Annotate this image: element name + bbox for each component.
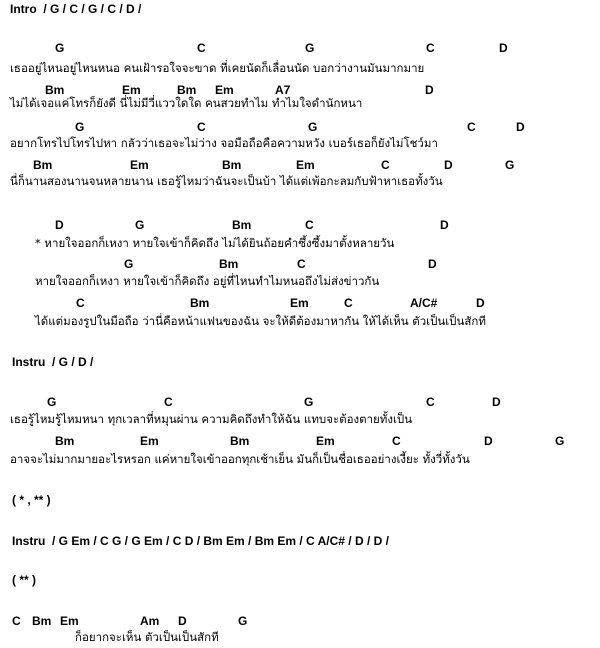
chord: Bm: [33, 158, 53, 172]
chord: C: [344, 296, 353, 310]
chord: G: [238, 614, 248, 628]
chord: D: [516, 120, 525, 134]
chord: D: [444, 158, 453, 172]
chord: C: [297, 257, 306, 271]
lyric-line: ก็อยากจะเห็น ตัวเป็นเป็นสักที: [75, 630, 219, 644]
chord: Bm: [32, 614, 52, 628]
chord: D: [425, 83, 434, 97]
chord: Am: [140, 614, 160, 628]
chord: D: [492, 395, 501, 409]
chord: A7: [275, 83, 291, 97]
lyric-line: ไม่ได้เจอแค่โทรก็ยังดี นี่ไม่มีวี่แววใดใด คนสวยทำไม ทำไมใจดำนักหนา: [10, 96, 363, 110]
chord: Bm: [45, 83, 65, 97]
chord: D: [55, 218, 64, 232]
chord: G: [55, 41, 65, 55]
chord: Bm: [232, 218, 252, 232]
chord: C: [76, 296, 85, 310]
chord: C: [164, 395, 173, 409]
chord: C: [381, 158, 390, 172]
chord: Em: [122, 83, 141, 97]
chord: D: [428, 257, 437, 271]
chord: C: [197, 41, 206, 55]
chord: C: [392, 434, 401, 448]
repeat-marker-2: ( ** ): [12, 573, 36, 587]
lyric-line: * หายใจออกก็เหงา หายใจเข้าก็คิดถึง ไม่ได้ยินถ้อยคำซึ้งซึ้งมาตั้งหลายวัน: [35, 236, 395, 250]
chord: Bm: [55, 434, 75, 448]
lyric-line: นี่ก็นานสองนานจนหลายนาน เธอรู้ไหมว่าฉันจะเป็นบ้า ได้แต่เพ้อกะลมกับฟ้าหาเธอทั้งวัน: [10, 174, 443, 188]
chord: G: [304, 395, 314, 409]
chord: G: [75, 120, 85, 134]
chord: G: [135, 218, 145, 232]
chord: D: [499, 41, 508, 55]
chord: C: [467, 120, 476, 134]
chord: Bm: [190, 296, 210, 310]
chord: G: [308, 120, 318, 134]
lyric-line: เธออยู่ไหนอยู่ไหนหนอ คนเฝ้ารอใจจะขาด ที่เคยนัดก็เลื่อนนัด บอกว่างานมันมากมาย: [10, 61, 425, 75]
lyric-line: หายใจออกก็เหงา หายใจเข้าก็คิดถึง อยู่ที่ไหนทำไมหนอถึงไม่ส่งข่าวกัน: [35, 274, 380, 288]
instru-line-1: Instru / G / D /: [12, 355, 94, 369]
lyric-line: เธอรู้ไหมรู้ไหมหนา ทุกเวลาที่หมุนผ่าน ความคิดถึงทำให้ฉัน แทบจะต้องตายทั้งเป็น: [10, 412, 413, 426]
chord: C: [305, 218, 314, 232]
instru-line-2: Instru / G Em / C G / G Em / C D / Bm Em / Bm Em / C A/C# / D / D /: [12, 534, 389, 548]
chord: A/C#: [410, 296, 438, 310]
lyric-line: อาจจะไม่มากมายอะไรหรอก แค่หายใจเข้าออกทุกเช้าเย็น มันก็เป็นชื่อเธออย่างเงี้ยะ ทั้งวี่ทั้งวัน: [10, 452, 470, 466]
chord: Bm: [222, 158, 242, 172]
intro-line: Intro / G / C / G / C / D /: [10, 2, 142, 16]
chord: Em: [296, 158, 315, 172]
chord: Em: [290, 296, 309, 310]
lyric-line: ได้แต่มองรูปในมือถือ ว่านี่คือหน้าแฟนของฉัน จะให้ดีต้องมาหากัน ให้ได้เห็น ตัวเป็นเป็นสักที: [35, 314, 486, 328]
chord: C: [197, 120, 206, 134]
chord: Em: [215, 83, 234, 97]
chord: Bm: [177, 83, 197, 97]
chord: Em: [60, 614, 79, 628]
chord: G: [505, 158, 515, 172]
chord: Em: [130, 158, 149, 172]
chord: D: [440, 218, 449, 232]
chord: D: [178, 614, 187, 628]
chord: G: [47, 395, 57, 409]
chord: C: [426, 395, 435, 409]
chord: Bm: [230, 434, 250, 448]
chord: D: [476, 296, 485, 310]
chord: G: [555, 434, 565, 448]
chord: Em: [140, 434, 159, 448]
chord: G: [124, 257, 134, 271]
chord: D: [484, 434, 493, 448]
lyric-line: อยากโทรไปโทรไปหา กลัวว่าเธอจะไม่ว่าง จอมือถือคือความหวัง เบอร์เธอก็ยังไม่โชว์มา: [10, 136, 438, 150]
chord: Em: [316, 434, 335, 448]
chord: G: [305, 41, 315, 55]
chord: Bm: [219, 257, 239, 271]
chord: C: [12, 614, 21, 628]
repeat-marker-1: ( * , ** ): [12, 493, 51, 507]
chord: C: [426, 41, 435, 55]
